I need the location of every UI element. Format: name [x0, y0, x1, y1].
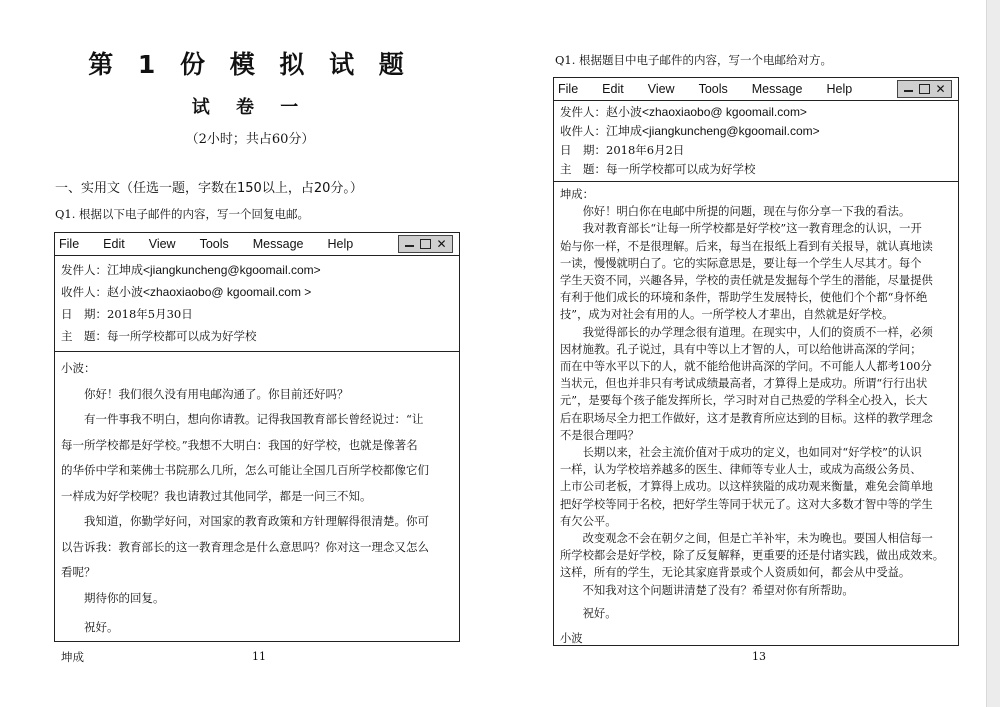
email-body-line: 的华侨中学和莱佛士书院那么几所，怎么可能让全国几百所学校都像它们 [61, 463, 429, 477]
date-value: 2018年5月30日 [107, 307, 193, 321]
question-text: Q1. 根据题目中电子邮件的内容，写一个电邮给对方。 [555, 53, 833, 67]
page-number: 13 [752, 650, 766, 663]
email-body-line: 当状元，但也并非只有考试成绩最高者，才算得上是成功。所谓“行行出状 [560, 377, 928, 391]
email-window [553, 77, 959, 646]
email-body [55, 352, 459, 674]
email-body-line: 祝好。 [61, 620, 119, 634]
to-value: 江坤成<jiangkuncheng@kgoomail.com> [606, 124, 820, 138]
menu-message[interactable]: Message [252, 237, 304, 251]
date-label: 日 期： [61, 307, 107, 321]
menu-edit[interactable]: Edit [103, 237, 125, 251]
email-body-line: 不知我对这个问题讲清楚了没有？希望对你有所帮助。 [560, 583, 854, 597]
subject-value: 每一所学校都可以成为好学校 [606, 162, 756, 176]
email-body-line: 你好！明白你在电邮中所提的问题，现在与你分享一下我的看法。 [560, 205, 911, 219]
email-body-line: 因材施教。孔子说过，具有中等以上才智的人，可以给他讲高深的学问； [560, 342, 922, 356]
email-body-line: 以告诉我：教育部长的这一教育理念是什么意思吗？你对这一理念又怎么 [61, 539, 429, 554]
from-value: 赵小波<zhaoxiaobo@ kgoomail.com> [606, 105, 807, 119]
to-label: 收件人： [61, 285, 107, 299]
date-value: 2018年6月2日 [606, 143, 685, 157]
to-value: 赵小波<zhaoxiaobo@ kgoomail.com > [107, 285, 312, 299]
email-body-line: 我觉得部长的办学理念很有道理。在现实中，人们的资质不一样，必须 [560, 325, 933, 339]
to-row [560, 122, 952, 141]
menu-help[interactable]: Help [826, 82, 853, 96]
from-label: 发件人： [560, 105, 606, 119]
email-body-line: 一样成为好学校呢？我也请教过其他同学，都是一问三不知。 [61, 488, 372, 503]
email-greeting: 小波： [61, 361, 96, 375]
email-body-line: 每一所学校都是好学校。”我想不大明白：我国的好学校，也就是像著名 [61, 437, 418, 452]
subject-row [560, 160, 952, 179]
email-body-line: 后在职场尽全力把工作做好，这才是教育所应达到的目标。这样的教学理念 [560, 411, 933, 425]
minimize-icon[interactable] [902, 83, 915, 95]
email-body-line: 我对教育部长“让每一所学校都是好学校”这一教育理念的认识，一开 [560, 222, 922, 236]
date-row [560, 141, 952, 160]
to-label: 收件人： [560, 124, 606, 138]
email-body-line: 长期以来，社会主流价值对于成功的定义，也如同对“好学校”的认识 [560, 446, 922, 460]
menu-bar [55, 233, 459, 256]
right-page [500, 0, 1000, 707]
email-body-line: 坤成 [61, 649, 84, 664]
email-body-line: 所学校都会是好学校，除了反复解释，更重要的还是付诸实践，做出成效来。 [560, 549, 945, 563]
email-body-line: 小波 [560, 632, 583, 646]
email-body-line: 改变观念不会在朝夕之间，但是亡羊补牢，未为晚也。要国人相信每一 [560, 532, 933, 546]
subject-label: 主 题： [61, 329, 107, 343]
email-body-line: 一样，认为学校培养越多的医生、律师等专业人士，或成为高级公务员、 [560, 463, 922, 477]
question-text: Q1. 根据以下电子邮件的内容，写一个回复电邮。 [55, 207, 310, 221]
time-info: （2小时；共占60分） [185, 132, 315, 147]
menu-tools[interactable]: Tools [698, 82, 728, 96]
email-body-line: 有欠公平。 [560, 514, 617, 528]
email-body-line: 技”，成为对社会有用的人。一所学校人才辈出，自然就是好学校。 [560, 308, 894, 322]
section-heading: 一、实用文（任选一题，字数在150以上，占20分。） [55, 181, 363, 196]
email-body-line: 不是很合理吗？ [560, 428, 640, 442]
email-body-line: 上市公司老板，才算得上成功。以这样狭隘的成功观来衡量，难免会简单地 [560, 480, 933, 494]
menu-help[interactable]: Help [327, 237, 354, 251]
subject-row [61, 325, 453, 347]
subject-label: 主 题： [560, 162, 606, 176]
email-body-line: 看呢？ [61, 565, 96, 579]
page-title: 第 1 份 模 拟 试 题 [88, 50, 412, 79]
menu-view[interactable]: View [148, 237, 176, 251]
email-body-line: 期待你的回复。 [61, 590, 165, 605]
date-row [61, 303, 453, 325]
email-header [554, 101, 958, 182]
email-body-line: 学生天资不同，兴趣各异，学校的责任就是发掘每个学生的潜能，尽量提供 [560, 274, 933, 288]
email-body-line: 这样，所有的学生，无论其家庭背景或个人资质如何，都会从中受益。 [560, 566, 911, 580]
minimize-icon[interactable] [403, 238, 416, 250]
from-row [61, 259, 453, 281]
scrollbar[interactable] [986, 0, 1000, 707]
email-body-line: 始与你一样，不是很理解。后来，每当在报纸上看到有关报导，就认真地读 [560, 239, 933, 253]
email-body-line: 祝好。 [560, 606, 617, 620]
menu-file[interactable]: File [558, 82, 579, 96]
to-row [61, 281, 453, 303]
menu-edit[interactable]: Edit [602, 82, 624, 96]
from-row [560, 103, 952, 122]
menu-bar [554, 78, 958, 101]
email-body [554, 182, 958, 651]
email-body-line: 有利于他们成长的环境和条件，帮助学生发展特长，使他们个个都“身怀绝 [560, 291, 928, 305]
menu-view[interactable]: View [647, 82, 675, 96]
from-label: 发件人： [61, 263, 107, 277]
menu-file[interactable]: File [59, 237, 80, 251]
maximize-icon[interactable] [419, 238, 432, 250]
email-body-line: 你好！我们很久没有用电邮沟通了。你目前还好吗？ [61, 386, 349, 401]
date-label: 日 期： [560, 143, 606, 157]
email-body-line: 一读，慢慢就明白了。它的实际意思是，要让每一个学生人尽其才。每个 [560, 256, 922, 270]
close-icon[interactable]: ✕ [935, 82, 946, 96]
close-icon[interactable]: ✕ [436, 237, 447, 251]
menu-message[interactable]: Message [751, 82, 803, 96]
window-controls [398, 235, 453, 253]
email-body-line: 把好学校等同于名校，把好学生等同于状元了。这对大多数才智中等的学生 [560, 497, 933, 511]
menu-tools[interactable]: Tools [199, 237, 229, 251]
email-body-line: 元”，是要每个孩子能发挥所长，学习时对自己热爱的学科全心投入，长大 [560, 394, 928, 408]
subject-value: 每一所学校都可以成为好学校 [107, 329, 257, 343]
email-body-line: 有一件事我不明白，想向你请教。记得我国教育部长曾经说过：“让 [61, 412, 424, 426]
email-body-line: 而在中等水平以下的人，就不能给他讲高深的学问。不可能人人都考100分 [560, 360, 932, 374]
page-number: 11 [252, 650, 266, 663]
maximize-icon[interactable] [918, 83, 931, 95]
email-body-line: 我知道，你勤学好问，对国家的教育政策和方针理解得很清楚。你可 [61, 514, 429, 528]
paper-subtitle: 试 卷 一 [191, 97, 309, 118]
email-header [55, 256, 459, 352]
from-value: 江坤成<jiangkuncheng@kgoomail.com> [107, 263, 321, 277]
window-controls [897, 80, 952, 98]
email-greeting: 坤成： [560, 188, 594, 201]
